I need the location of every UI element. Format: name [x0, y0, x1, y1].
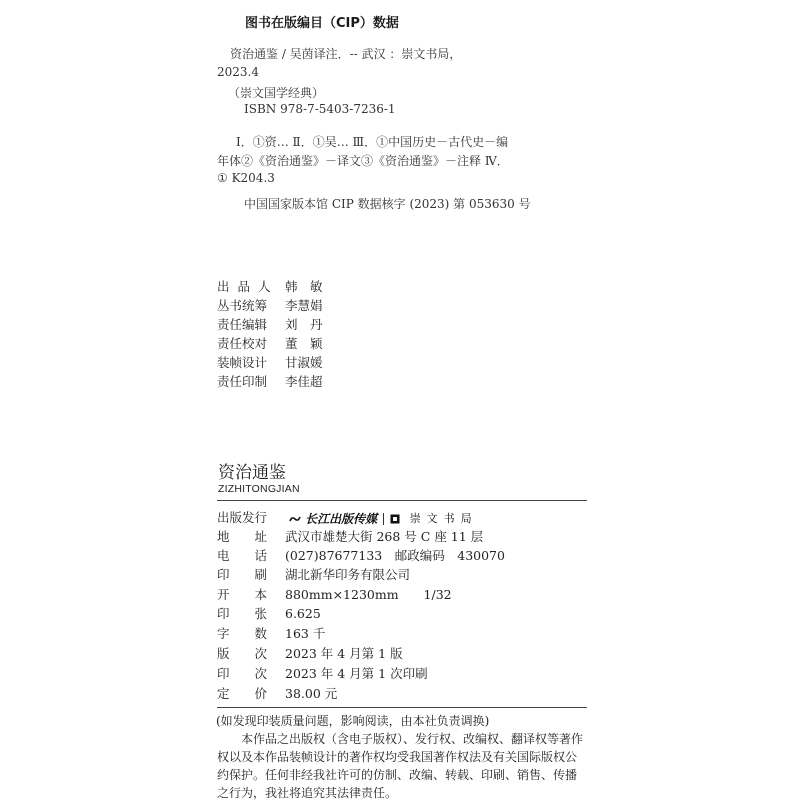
info-value: 6.625	[285, 606, 321, 621]
staff-row	[217, 372, 323, 390]
staff-row	[217, 353, 323, 371]
info-key: 定 价	[217, 686, 268, 701]
cip-line: （崇文国学经典）	[228, 86, 325, 100]
info-row	[217, 665, 428, 683]
info-key: 字 数	[217, 626, 268, 641]
info-value: 武汉市雄楚大街 268 号 C 座 11 层	[285, 529, 484, 544]
info-key: 地 址	[217, 529, 268, 544]
cip-line: ① K204.3	[217, 171, 275, 185]
logo-b-text: 崇文书局	[409, 511, 478, 525]
staff-name: 甘淑媛	[285, 355, 323, 370]
staff-role: 责任校对	[217, 336, 268, 351]
quality-notice: (如发现印装质量问题，影响阅读，由本社负责调换)	[216, 714, 490, 728]
cip-line: 年体②《资治通鉴》－译文③《资治通鉴》－注释 Ⅳ．	[217, 154, 509, 168]
staff-name: 李佳超	[285, 374, 323, 389]
staff-role: 出品人	[217, 279, 279, 294]
divider	[217, 500, 587, 501]
info-key: 版 次	[217, 646, 268, 661]
info-row	[217, 625, 325, 643]
info-row	[217, 547, 505, 565]
staff-name: 董 颖	[285, 336, 323, 351]
cip-line: 2023.4	[217, 65, 259, 79]
cip-title: 图书在版编目（CIP）数据	[245, 16, 399, 31]
divider	[217, 707, 587, 708]
book-title: 资治通鉴	[218, 463, 286, 483]
info-row	[217, 605, 321, 623]
info-value: 2023 年 4 月第 1 版	[285, 646, 403, 661]
publisher-label: 出版发行	[217, 510, 268, 525]
info-key: 印 张	[217, 606, 268, 621]
info-row	[217, 528, 483, 546]
book-pinyin: ZIZHITONGJIAN	[218, 483, 300, 495]
copyright-statement	[217, 730, 584, 802]
changjiang-logo	[289, 510, 377, 528]
cip-line: Ⅰ．①资… Ⅱ．①吴… Ⅲ．①中国历史－古代史－编	[236, 135, 509, 149]
staff-row	[217, 334, 323, 352]
info-value: 湖北新华印务有限公司	[285, 567, 411, 582]
staff-role: 责任编辑	[217, 317, 268, 332]
staff-row	[217, 296, 323, 314]
info-key: 电 话	[217, 548, 268, 563]
cip-line: 资治通鉴 / 吴茵译注．-- 武汉 ：崇文书局，	[230, 47, 462, 61]
staff-row	[217, 277, 323, 295]
cip-number-line: 中国国家版本馆 CIP 数据核字 (2023) 第 053630 号	[244, 197, 531, 211]
cip-line: ISBN 978-7-5403-7236-1	[244, 102, 396, 116]
info-key: 开 本	[217, 587, 268, 602]
staff-role: 丛书统筹	[217, 298, 268, 313]
info-value: 38.00 元	[285, 686, 338, 701]
info-value: 880mm×1230mm 1/32	[285, 587, 452, 602]
staff-name: 韩 敏	[285, 279, 323, 294]
info-value: 163 千	[285, 626, 326, 641]
staff-row	[217, 315, 323, 333]
staff-role: 装帧设计	[217, 355, 268, 370]
copyright-text: 本作品之出版权（含电子版权）、发行权、改编权、翻译权等著作权以及本作品装帧设计的著作权均受我国著作权法及有关国际版权公约保护。任何非经我社许可的仿制、改编、转载、印刷、销售、传播之行为，我社将追究其法律责任。	[217, 732, 584, 800]
info-key: 印 刷	[217, 567, 268, 582]
publisher-logos	[289, 510, 478, 528]
info-row	[217, 645, 403, 663]
info-row	[217, 566, 410, 584]
wave-icon	[289, 514, 301, 524]
info-value: 2023 年 4 月第 1 次印刷	[285, 666, 428, 681]
staff-name: 刘 丹	[285, 317, 323, 332]
publisher-row	[217, 509, 478, 527]
info-value: (027)87677133 邮政编码 430070	[285, 548, 505, 563]
seal-icon	[390, 514, 400, 524]
info-row	[217, 685, 337, 703]
logo-a-text: 长江出版传媒	[305, 511, 378, 526]
info-row	[217, 586, 452, 604]
logo-separator	[383, 513, 384, 525]
staff-role: 责任印制	[217, 374, 268, 389]
staff-name: 李慧娟	[285, 298, 323, 313]
info-key: 印 次	[217, 666, 268, 681]
chongwen-logo	[390, 510, 478, 528]
